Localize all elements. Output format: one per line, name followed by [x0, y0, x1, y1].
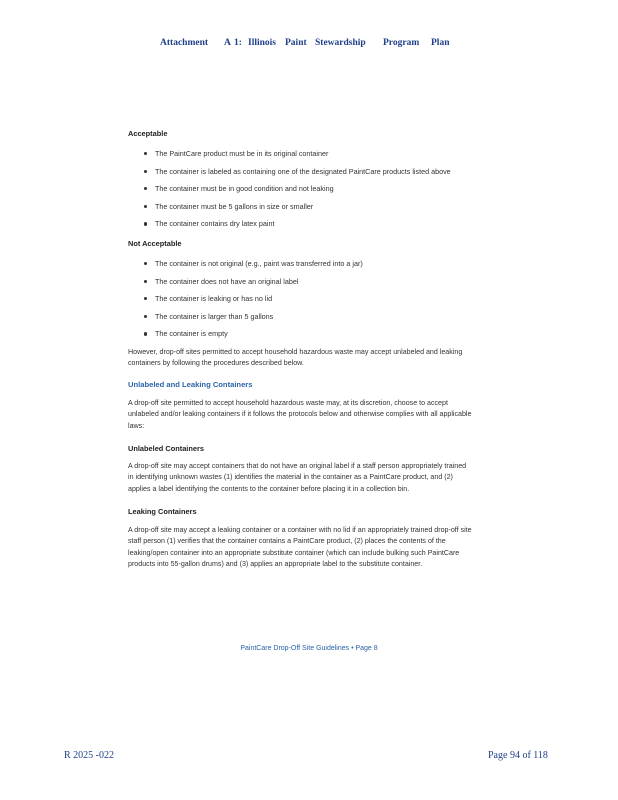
list-item: The container does not have an original label: [128, 276, 473, 294]
unlabeled-heading: Unlabeled Containers: [128, 444, 204, 453]
list-item: The container contains dry latex paint: [128, 218, 473, 236]
document-number: R 2025 -022: [64, 750, 114, 761]
header-word: Plan: [431, 38, 450, 48]
list-item: The PaintCare product must be in its original container: [128, 148, 473, 166]
header-word: Illinois: [248, 38, 276, 48]
header-word: Stewardship: [315, 38, 366, 48]
list-item: The container is empty: [128, 328, 473, 346]
page-number: Page 94 of 118: [488, 750, 548, 761]
list-item: The container is labeled as containing one of the designated PaintCare products listed above: [128, 166, 473, 184]
section-intro: A drop-off site permitted to accept household hazardous waste may, at its discretion, choose to accept unlabeled and/or leaking containers if it follows the protocols below and otherwise complies with all applicable laws:: [128, 399, 472, 430]
leaking-paragraph: A drop-off site may accept a leaking container or a container with no lid if an appropriately trained drop-off site staff person (1) verifies that the container contains a PaintCare product, (2) places the contents of the leaking/open container into an appropriate substitute container (which can include bulking such PaintCare products into 55-gallon drums) and (3) applies an appropriate label to the substitute container.: [128, 526, 472, 569]
header-word: 1:: [234, 38, 242, 48]
document-header: [0, 38, 618, 52]
header-word: A: [224, 38, 231, 48]
however-paragraph: However, drop-off sites permitted to accept household hazardous waste may accept unlabeled and leaking containers by following the procedures described below.: [128, 348, 463, 368]
section-title: Unlabeled and Leaking Containers: [128, 380, 253, 389]
not-acceptable-heading: Not Acceptable: [128, 239, 182, 248]
unlabeled-paragraph: A drop-off site may accept containers that do not have an original label if a staff person appropriately trained in identifying unknown wastes (1) identifies the material in the container as a PaintCare product, and (2) applies a label identifying the contents to the container before placing it in a collection bin.: [128, 462, 467, 493]
acceptable-list: [128, 148, 473, 236]
leaking-heading: Leaking Containers: [128, 507, 197, 516]
list-item: The container is not original (e.g., paint was transferred into a jar): [128, 258, 473, 276]
not-acceptable-list: [128, 258, 473, 346]
list-item: The container must be 5 gallons in size or smaller: [128, 201, 473, 219]
list-item: The container is larger than 5 gallons: [128, 311, 473, 329]
header-word: Program: [383, 38, 420, 48]
header-word: Paint: [285, 38, 307, 48]
list-item: The container is leaking or has no lid: [128, 293, 473, 311]
page-footer-guidelines: PaintCare Drop-Off Site Guidelines • Page 8: [240, 645, 378, 652]
list-item: The container must be in good condition and not leaking: [128, 183, 473, 201]
header-word: Attachment: [160, 38, 209, 48]
acceptable-heading: Acceptable: [128, 129, 168, 138]
